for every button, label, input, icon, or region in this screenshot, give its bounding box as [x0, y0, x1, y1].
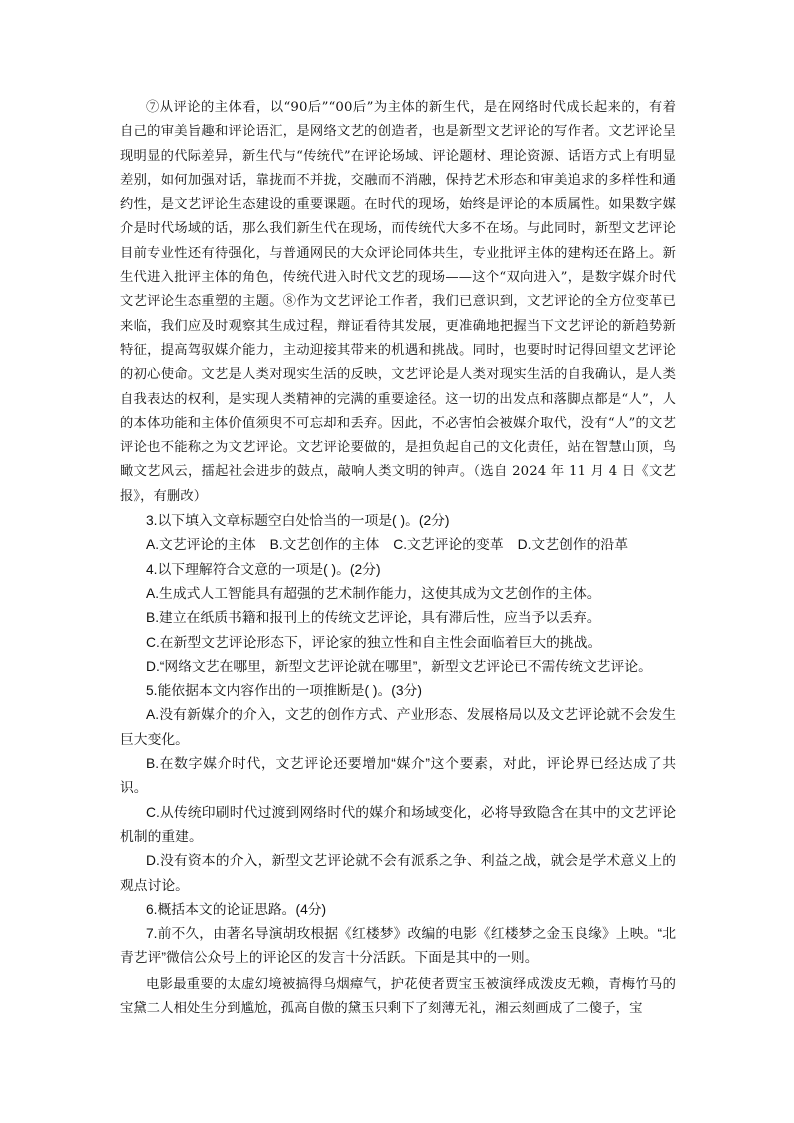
- question-5-option-c: C.从传统印刷时代过渡到网络时代的媒介和场域变化，必将导致隐含在其中的文艺评论机制的重建。: [120, 804, 676, 844]
- question-3-option-d: D.文艺创作的沿革: [517, 537, 628, 553]
- question-5-option-d: D.没有资本的介入，新型文艺评论就不会有派系之争、利益之战，就会是学术意义上的观点讨论。: [120, 853, 676, 893]
- question-5-stem: 5.能依据本文内容作出的一项推断是( )。(3分): [146, 683, 422, 699]
- question-3-option-b: B.文艺创作的主体: [269, 537, 380, 553]
- question-3-stem: 3.以下填入文章标题空白处恰当的一项是( )。(2分): [146, 513, 450, 529]
- question-6-stem: 6.概括本文的论证思路。(4分): [146, 901, 327, 917]
- question-4-option-a: A.生成式人工智能具有超强的艺术制作能力，这使其成为文艺创作的主体。: [146, 585, 601, 601]
- passage-paragraph: ⑦从评论的主体看，以“90后”“00后”为主体的新生代，是在网络时代成长起来的，有着自己的审美旨趣和评论语汇，是网络文艺的创造者，也是新型文艺评论的写作者。文艺评论呈现明显的代际差异，新生代与“传统代”在评论场域、评论题材、理论资源、话语方式上有明显差别，如何加强对话，靠拢而不并拢，交融而不消融，保持艺术形态和审美追求的多样性和通约性，是文艺评论生态建设的重要课题。在时代的现场，始终是评论的本质属性。如果数字媒介是时代场域的话，那么我们新生代在现场，而传统代大多不在场。与此同时，新型文艺评论目前专业性还有待强化，与普通网民的大众评论同体共生，专业批评主体的建构还在路上。新生代进入批评主体的角色，传统代进入时代文艺的现场——这个“双向进入”，是数字媒介时代文艺评论生态重塑的主题。⑧作为文艺评论工作者，我们已意识到，文艺评论的全方位变革已来临，我们应及时观察其生成过程，辩证看待其发展，更准确地把握当下文艺评论的新趋势新特征，提高驾驭媒介能力，主动迎接其带来的机遇和挑战。同时，也要时时记得回望文艺评论的初心使命。文艺是人类对现实生活的反映，文艺评论是人类对现实生活的自我确认，是人类自我表达的权利，是实现人类精神的完满的重要途径。这一切的出发点和落脚点都是“人”，人的本体功能和主体价值须臾不可忘却和丢弃。因此，不必害怕会被媒介取代，没有“人”的文艺评论也不能称之为文艺评论。文艺评论要做的，是担负起自己的文化责任，站在智慧山顶，鸟瞰文艺风云，擂起社会进步的鼓点，敲响人类文明的钟声。（选自 2024 年 11 月 4 日《文艺报》，有删改）: [120, 100, 676, 504]
- question-4-option-b: B.建立在纸质书籍和报刊上的传统文艺评论，具有滞后性，应当予以丢弃。: [146, 610, 601, 626]
- question-5-option-b: B.在数字媒介时代，文艺评论还要增加“媒介”这个要素，对此，评论界已经达成了共识。: [120, 756, 676, 796]
- question-4-option-d: D.“网络文艺在哪里，新型文艺评论就在哪里”，新型文艺评论已不需传统文艺评论。: [146, 658, 652, 674]
- question-4-stem: 4.以下理解符合文意的一项是( )。(2分): [146, 561, 381, 577]
- question-5-option-a: A.没有新媒介的介入，文艺的创作方式、产业形态、发展格局以及文艺评论就不会发生巨大变化。: [120, 707, 676, 747]
- exam-page: [120, 96, 676, 1021]
- question-7-stem: 7.前不久，由著名导演胡玫根据《红楼梦》改编的电影《红楼梦之金玉良缘》上映。“北青艺评”微信公众号上的评论区的发言十分活跃。下面是其中的一则。: [120, 926, 676, 966]
- question-3-option-a: A.文艺评论的主体: [146, 537, 256, 553]
- question-3-option-c: C.文艺评论的变革: [393, 537, 504, 553]
- question-4-option-c: C.在新型文艺评论形态下，评论家的独立性和自主性会面临着巨大的挑战。: [146, 634, 602, 650]
- question-7-excerpt: 电影最重要的太虚幻境被搞得乌烟瘴气，护花使者贾宝玉被演绎成泼皮无赖，青梅竹马的宝黛二人相处生分到尴尬，孤高自傲的黛玉只剩下了刻薄无礼，湘云刻画成了二傻子，宝: [120, 976, 676, 1016]
- question-3-options: [120, 533, 676, 557]
